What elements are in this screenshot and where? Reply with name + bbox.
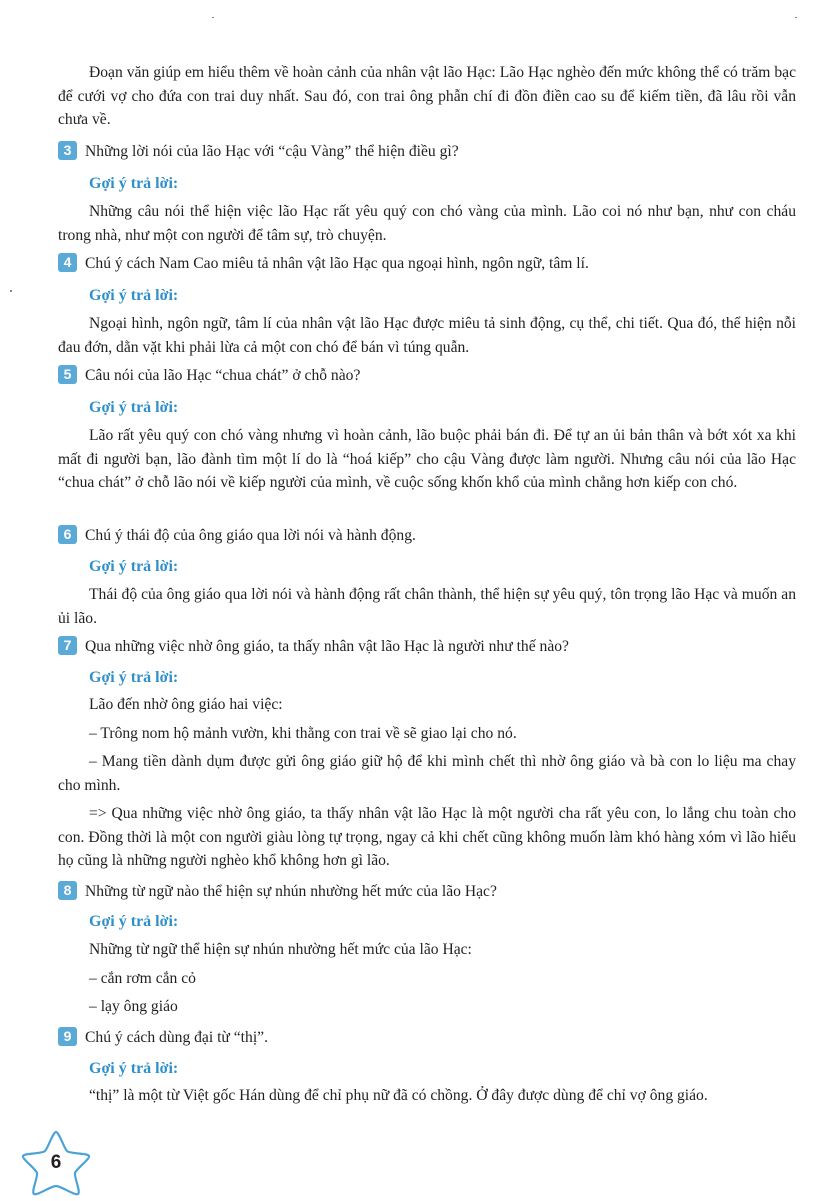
answer-paragraph: Lão rất yêu quý con chó vàng nhưng vì hoàn cảnh, lão buộc phải bán đi. Để tự an ủi bản thân và bớt xót xa khi mất đi người bạn, lão đành tìm một lí do là “hoá kiếp” cho cậu Vàng được làm người. Nhưng câu nói của lão Hạc “chua chát” ở chỗ lão nói về kiếp người của mình, về cuộc sống khốn khổ của mình chẳng hơn kiếp con chó. [58,427,796,491]
answer-line: Những từ ngữ thể hiện sự nhún nhường hết mức của lão Hạc: [89,941,472,958]
hint-label: Gợi ý trả lời: [89,558,179,575]
question-text: Chú ý cách dùng đại từ “thị”. [85,1029,268,1046]
intro-paragraph: Đoạn văn giúp em hiểu thêm về hoàn cảnh của nhân vật lão Hạc: Lão Hạc nghèo đến mức không thể có trăm bạc để cưới vợ cho đứa con trai duy nhất. Sau đó, con trai ông phẫn chí đi đồn điền cao su để kiếm tiền, đã lâu rồi vẫn chưa về. [58,64,796,128]
hint-label: Gợi ý trả lời: [89,669,179,686]
scan-mark [795,17,797,18]
intro-section [58,61,796,132]
answer-5 [58,424,796,495]
question-number-badge: 3 [58,141,77,160]
answer-paragraph: Ngoại hình, ngôn ngữ, tâm lí của nhân vật lão Hạc được miêu tả sinh động, cụ thể, chi tiết. Qua đó, thể hiện nỗi đau đớn, dằn vặt khi phải lừa cả một con chó để bán vì túng quẫn. [58,315,796,356]
answer-8 [58,938,796,1019]
question-number-badge: 4 [58,253,77,272]
scan-mark [10,290,12,292]
question-4 [58,252,796,275]
question-number-badge: 9 [58,1027,77,1046]
answer-line: – Trông nom hộ mảnh vườn, khi thằng con trai về sẽ giao lại cho nó. [89,724,517,742]
answer-4 [58,312,796,359]
answer-line: – lạy ông giáo [89,998,178,1015]
question-text: Chú ý thái độ của ông giáo qua lời nói và hành động. [85,527,416,544]
page-number-star [18,1128,94,1196]
page-number: 6 [50,1152,62,1173]
question-number-badge: 5 [58,365,77,384]
answer-paragraph: Thái độ của ông giáo qua lời nói và hành động rất chân thành, thể hiện sự yêu quý, tôn trọng lão Hạc và muốn an ủi lão. [58,586,796,627]
question-5 [58,364,796,387]
answer-conclusion: => Qua những việc nhờ ông giáo, ta thấy nhân vật lão Hạc là một người cha rất yêu con, lo lắng chu toàn cho con. Đồng thời là một con người giàu lòng tự trọng, ngay cả khi chết cũng không muốn làm khó hàng xóm vì lão hiểu họ cũng là những người nghèo khổ không hơn gì lão. [58,805,796,869]
scan-mark [212,17,214,18]
question-number-badge: 6 [58,525,77,544]
question-number-badge: 8 [58,881,77,900]
answer-paragraph: Những câu nói thể hiện việc lão Hạc rất yêu quý con chó vàng của mình. Lão coi nó như bạn, như con cháu trong nhà, như một con người để tâm sự, trò chuyện. [58,203,796,244]
question-8 [58,880,796,903]
question-6 [58,524,796,547]
question-3 [58,140,796,163]
hint-label: Gợi ý trả lời: [89,175,179,192]
hint-label: Gợi ý trả lời: [89,1060,179,1077]
question-number-badge: 7 [58,636,77,655]
answer-paragraph: – Mang tiền dành dụm được gửi ông giáo giữ hộ để khi mình chết thì nhờ ông giáo và bà con lo liệu ma chay cho mình. [58,753,796,794]
answer-6 [58,583,796,630]
question-text: Chú ý cách Nam Cao miêu tả nhân vật lão Hạc qua ngoại hình, ngôn ngữ, tâm lí. [85,255,589,272]
answer-3 [58,200,796,247]
answer-paragraph: “thị” là một từ Việt gốc Hán dùng để chỉ phụ nữ đã có chồng. Ở đây được dùng để chỉ vợ ông giáo. [89,1087,708,1104]
answer-7 [58,693,796,873]
hint-label: Gợi ý trả lời: [89,287,179,304]
question-9 [58,1026,796,1049]
answer-line: Lão đến nhờ ông giáo hai việc: [89,696,283,713]
question-text: Câu nói của lão Hạc “chua chát” ở chỗ nào? [85,367,361,384]
answer-9 [58,1084,796,1108]
hint-label: Gợi ý trả lời: [89,913,179,930]
hint-label: Gợi ý trả lời: [89,399,179,416]
question-7 [58,635,796,658]
question-text: Qua những việc nhờ ông giáo, ta thấy nhân vật lão Hạc là người như thế nào? [85,638,569,655]
answer-line: – cắn rơm cắn cỏ [89,969,196,987]
question-text: Những lời nói của lão Hạc với “cậu Vàng” thể hiện điều gì? [85,143,459,160]
question-text: Những từ ngữ nào thể hiện sự nhún nhường hết mức của lão Hạc? [85,883,497,900]
